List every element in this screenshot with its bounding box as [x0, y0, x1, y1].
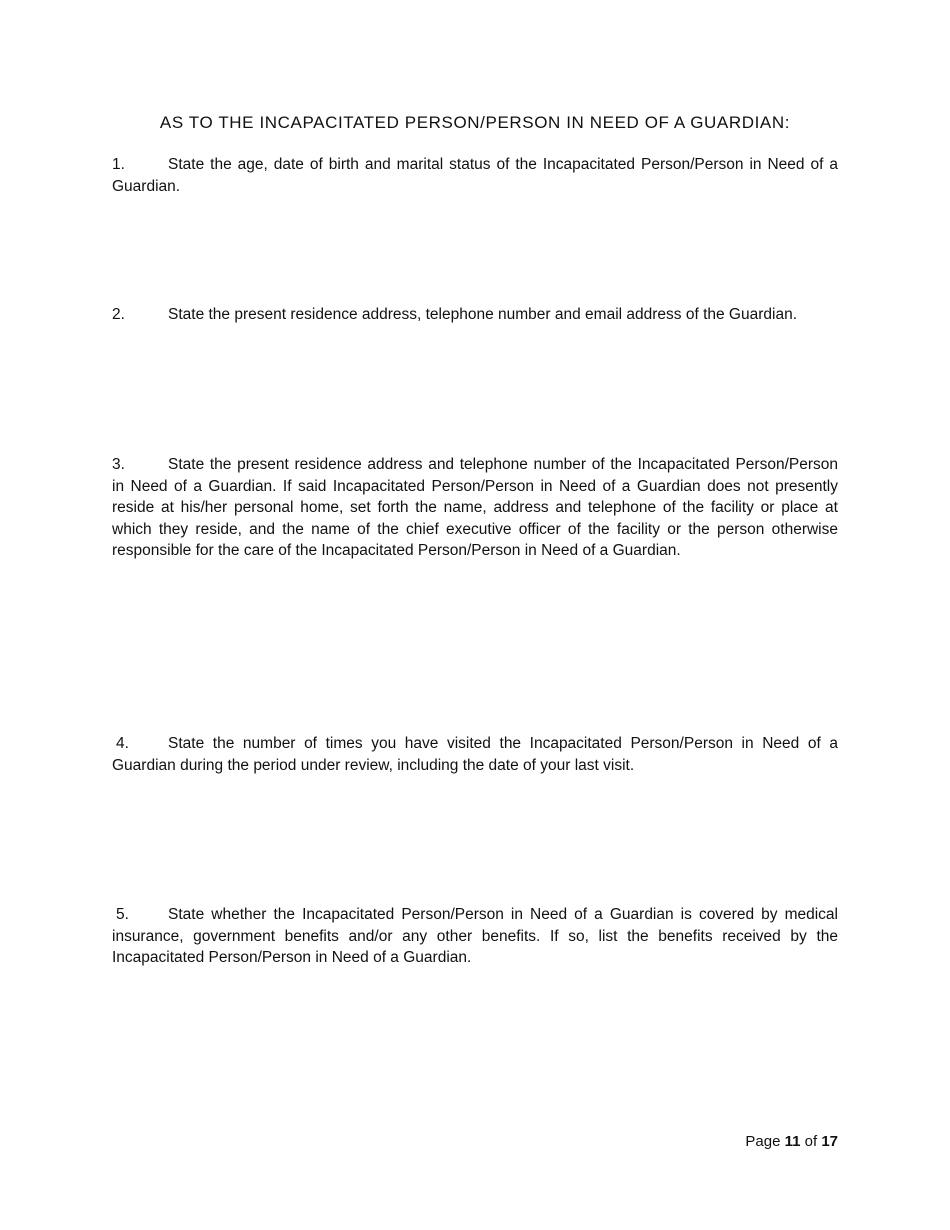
- question-text: State the present residence address and telephone number of the Incapacitated Person/Person in Need of a Guardian. If said Incapacitated Person/Person in Need of a Guardian does not presently reside at his/her personal home, set forth the name, address and telephone of the facility or place at which they reside, and the name of the chief executive officer of the facility or the person otherwise responsible for the care of the Incapacitated Person/Person in Need of a Guardian.: [112, 456, 838, 559]
- of-label: of: [804, 1133, 818, 1150]
- question-number: 5.: [116, 906, 129, 923]
- question-text: State the number of times you have visited the Incapacitated Person/Person in Need of a Guardian during the period under review, including the date of your last visit.: [112, 735, 838, 774]
- total-pages-number: 17: [821, 1133, 838, 1150]
- question-number: 4.: [116, 735, 129, 752]
- question-text: State whether the Incapacitated Person/Person in Need of a Guardian is covered by medical insurance, government benefits and/or any other benefits. If so, list the benefits received by the Incapacitated Person/Person in Need of a Guardian.: [112, 906, 838, 966]
- question-number: 1.: [112, 156, 125, 173]
- question-number: 3.: [112, 456, 125, 473]
- question-text: State the age, date of birth and marital status of the Incapacitated Person/Person in Need of a Guardian.: [112, 156, 838, 195]
- current-page-number: 11: [784, 1133, 801, 1150]
- question-item: [112, 733, 838, 776]
- question-item: [112, 454, 838, 562]
- page-label: Page: [745, 1133, 781, 1150]
- page-footer: [745, 1132, 838, 1152]
- question-item: [112, 304, 838, 326]
- question-number: 2.: [112, 306, 125, 323]
- section-heading: AS TO THE INCAPACITATED PERSON/PERSON IN NEED OF A GUARDIAN:: [159, 113, 791, 132]
- question-text: State the present residence address, telephone number and email address of the Guardian.: [168, 306, 798, 323]
- question-item: [112, 904, 838, 969]
- question-item: [112, 154, 838, 197]
